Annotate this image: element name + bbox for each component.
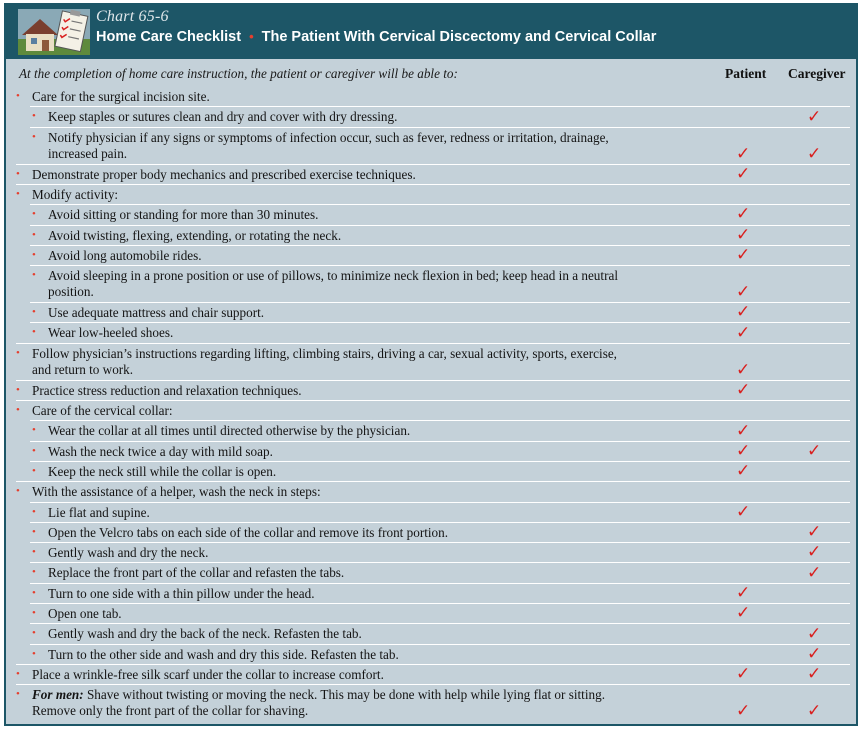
item-text: Turn to one side with a thin pillow under the head. — [48, 585, 315, 601]
checklist-item-text — [48, 626, 648, 642]
checklist-row — [6, 403, 856, 419]
row-divider — [16, 343, 850, 344]
row-divider — [16, 184, 850, 185]
checklist-row — [6, 346, 856, 379]
intro-text: At the completion of home care instruction, the patient or caregiver will be able to: — [19, 66, 458, 81]
bullet-icon: • — [32, 546, 36, 559]
checklist-row — [6, 687, 856, 720]
bullet-icon: • — [32, 248, 36, 261]
bullet-icon: • — [16, 667, 20, 680]
row-divider — [16, 481, 850, 482]
item-text: Turn to the other side and wash and dry this side. Refasten the tab. — [48, 646, 399, 662]
bullet-icon: • — [32, 110, 36, 123]
caregiver-check-icon: ✓ — [807, 664, 822, 685]
checklist-item-text — [48, 305, 648, 321]
checklist-row — [6, 484, 856, 500]
item-text: Demonstrate proper body mechanics and prescribed exercise techniques. — [32, 166, 416, 182]
item-text: Follow physician’s instructions regarding lifting, climbing stairs, driving a car, sexual activity, sports, exercise, and return to work. — [32, 345, 617, 377]
bullet-icon: • — [16, 383, 20, 396]
patient-check-icon: ✓ — [736, 322, 751, 343]
caregiver-check-icon: ✓ — [807, 701, 822, 722]
item-text: Use adequate mattress and chair support. — [48, 305, 265, 321]
checklist-item-text — [48, 505, 648, 521]
checklist-item-text — [48, 325, 648, 341]
bullet-icon: • — [32, 505, 36, 518]
bullet-icon: • — [32, 525, 36, 538]
checklist-item-text — [48, 228, 648, 244]
row-divider — [30, 461, 850, 462]
checklist-item-text — [48, 565, 648, 581]
bullet-icon: • — [32, 208, 36, 221]
checklist-item-text — [32, 187, 632, 203]
row-divider — [30, 542, 850, 543]
checklist-item-text — [48, 464, 648, 480]
checklist-row — [6, 379, 856, 400]
row-divider — [30, 644, 850, 645]
checklist-row — [6, 461, 856, 482]
row-divider — [30, 204, 850, 205]
bullet-icon: • — [32, 130, 36, 143]
item-prefix: For men: — [32, 687, 84, 703]
patient-check-icon: ✓ — [736, 379, 751, 400]
item-text: Shave without twisting or moving the neck. This may be done with help while lying flat or sitting. Remove only the front part of the collar for shaving. — [32, 687, 605, 719]
row-divider — [16, 664, 850, 665]
patient-check-icon: ✓ — [736, 302, 751, 323]
checklist-row — [6, 664, 856, 685]
item-text: Open the Velcro tabs on each side of the collar and remove its front portion. — [48, 524, 449, 540]
row-divider — [16, 684, 850, 685]
checklist-item-text — [48, 586, 648, 602]
checklist-item-text — [32, 167, 632, 183]
row-divider — [16, 400, 850, 401]
row-divider — [30, 603, 850, 604]
bullet-icon: • — [32, 627, 36, 640]
bullet-icon: • — [32, 326, 36, 339]
checklist-item-text — [48, 207, 648, 223]
checklist-row — [6, 224, 856, 245]
checklist-row — [6, 187, 856, 203]
patient-check-icon: ✓ — [736, 664, 751, 685]
row-divider — [30, 225, 850, 226]
item-text: Avoid twisting, flexing, extending, or rotating the neck. — [48, 227, 342, 243]
bullet-icon: • — [32, 424, 36, 437]
title-separator-bullet: • — [249, 29, 254, 44]
row-divider — [16, 380, 850, 381]
checklist-row — [6, 522, 856, 543]
checklist-row — [6, 245, 856, 266]
row-divider — [30, 420, 850, 421]
row-divider — [30, 265, 850, 266]
row-divider — [30, 562, 850, 563]
row-divider — [30, 441, 850, 442]
checklist-item-text — [48, 545, 648, 561]
item-text: Practice stress reduction and relaxation techniques. — [32, 382, 302, 398]
item-text: Open one tab. — [48, 606, 122, 621]
patient-check-icon: ✓ — [736, 163, 751, 184]
caregiver-check-icon: ✓ — [807, 106, 822, 127]
checklist-item-text — [48, 109, 648, 125]
checklist-item-text — [32, 484, 632, 500]
checklist-item-text — [32, 403, 632, 419]
row-divider — [30, 623, 850, 624]
item-text: Place a wrinkle-free silk scarf under the collar to increase comfort. — [32, 666, 384, 682]
bullet-icon: • — [32, 647, 36, 660]
item-text: Gently wash and dry the back of the neck. Refasten the tab. — [48, 626, 362, 642]
row-divider — [30, 302, 850, 303]
checklist-row — [6, 643, 856, 664]
checklist-item-text — [32, 89, 632, 105]
checklist-row — [6, 163, 856, 184]
checklist-row — [6, 542, 856, 563]
row-divider — [30, 106, 850, 107]
item-text: Wear low-heeled shoes. — [48, 325, 174, 341]
patient-check-icon: ✓ — [736, 440, 751, 461]
checklist-row — [6, 322, 856, 343]
caregiver-check-icon: ✓ — [807, 542, 822, 563]
checklist-row — [6, 603, 856, 624]
checklist-item-text — [48, 525, 648, 541]
patient-check-icon: ✓ — [736, 204, 751, 225]
row-divider — [30, 502, 850, 503]
bullet-icon: • — [16, 688, 20, 701]
item-text: Wear the collar at all times until directed otherwise by the physician. — [48, 423, 411, 439]
chart-number: Chart 65-6 — [96, 8, 169, 25]
caregiver-check-icon: ✓ — [807, 643, 822, 664]
checklist-row — [6, 89, 856, 105]
item-text: Avoid sleeping in a prone position or use of pillows, to minimize neck flexion in bed; keep head in a neutral position. — [48, 268, 618, 300]
checklist-item-text — [48, 248, 648, 264]
checklist-row — [6, 562, 856, 583]
bullet-icon: • — [32, 566, 36, 579]
bullet-icon: • — [32, 586, 36, 599]
checklist-item-text — [32, 687, 632, 719]
checklist-rows — [6, 5, 856, 724]
patient-check-icon: ✓ — [736, 282, 751, 303]
row-divider — [30, 522, 850, 523]
item-text: Wash the neck twice a day with mild soap. — [48, 443, 273, 459]
bullet-icon: • — [16, 346, 20, 359]
checklist-row — [6, 420, 856, 441]
bullet-icon: • — [16, 404, 20, 416]
checklist-item-text — [32, 667, 632, 683]
bullet-icon: • — [32, 444, 36, 457]
title-right: The Patient With Cervical Discectomy and Cervical Collar — [261, 29, 657, 45]
item-text: Care of the cervical collar: — [32, 403, 173, 418]
checklist-item-text — [48, 647, 648, 663]
item-text: With the assistance of a helper, wash the neck in steps: — [32, 484, 321, 500]
bullet-icon: • — [16, 485, 20, 498]
caregiver-check-icon: ✓ — [807, 440, 822, 461]
bullet-icon: • — [32, 306, 36, 319]
checklist-row — [6, 440, 856, 461]
item-text: Replace the front part of the collar and refasten the tabs. — [48, 565, 345, 581]
bullet-icon: • — [16, 187, 20, 200]
patient-check-icon: ✓ — [736, 701, 751, 722]
row-divider — [30, 583, 850, 584]
patient-check-icon: ✓ — [736, 603, 751, 624]
bullet-icon: • — [32, 228, 36, 241]
bullet-icon: • — [16, 90, 20, 102]
caregiver-check-icon: ✓ — [807, 623, 822, 644]
caregiver-check-icon: ✓ — [807, 562, 822, 583]
row-divider — [16, 164, 850, 165]
checklist-item-text — [48, 444, 648, 460]
checklist-item-text — [48, 268, 648, 300]
patient-check-icon: ✓ — [736, 359, 751, 380]
checklist-item-text — [32, 383, 632, 399]
patient-check-icon: ✓ — [736, 501, 751, 522]
caregiver-check-icon: ✓ — [807, 522, 822, 543]
checklist-chart — [4, 3, 858, 726]
item-text: Notify physician if any signs or symptoms of infection occur, such as fever, redness or irritation, drainage, increased pain. — [48, 129, 609, 161]
item-text: Modify activity: — [32, 186, 119, 202]
row-divider — [30, 245, 850, 246]
patient-check-icon: ✓ — [736, 420, 751, 441]
checklist-row — [6, 268, 856, 301]
bullet-icon: • — [32, 269, 36, 282]
bullet-icon: • — [32, 464, 36, 477]
item-text: Avoid long automobile rides. — [48, 247, 202, 263]
patient-check-icon: ✓ — [736, 461, 751, 482]
bullet-icon: • — [16, 167, 20, 180]
row-divider — [30, 127, 850, 128]
checklist-row — [6, 130, 856, 163]
title-left: Home Care Checklist — [96, 29, 242, 45]
checklist-item-text — [32, 346, 632, 378]
checklist-row — [6, 582, 856, 603]
checklist-row — [6, 302, 856, 323]
checklist-item-text — [48, 606, 648, 622]
bullet-icon: • — [32, 607, 36, 619]
checklist-item-text — [48, 423, 648, 439]
checklist-item-text — [48, 130, 648, 162]
item-text: Gently wash and dry the neck. — [48, 545, 209, 561]
item-text: Lie flat and supine. — [48, 504, 150, 520]
item-text: Keep the neck still while the collar is open. — [48, 463, 277, 479]
patient-check-icon: ✓ — [736, 245, 751, 266]
caregiver-check-icon: ✓ — [807, 143, 822, 164]
checklist-row — [6, 204, 856, 225]
patient-check-icon: ✓ — [736, 582, 751, 603]
checklist-row — [6, 623, 856, 644]
patient-check-icon: ✓ — [736, 143, 751, 164]
item-text: Keep staples or sutures clean and dry and cover with dry dressing. — [48, 109, 398, 125]
column-header-caregiver: Caregiver — [788, 66, 846, 81]
column-header-patient: Patient — [725, 66, 767, 81]
checklist-row — [6, 106, 856, 127]
checklist-row — [6, 501, 856, 522]
item-text: Care for the surgical incision site. — [32, 89, 210, 104]
item-text: Avoid sitting or standing for more than 30 minutes. — [48, 207, 319, 223]
row-divider — [30, 322, 850, 323]
patient-check-icon: ✓ — [736, 224, 751, 245]
